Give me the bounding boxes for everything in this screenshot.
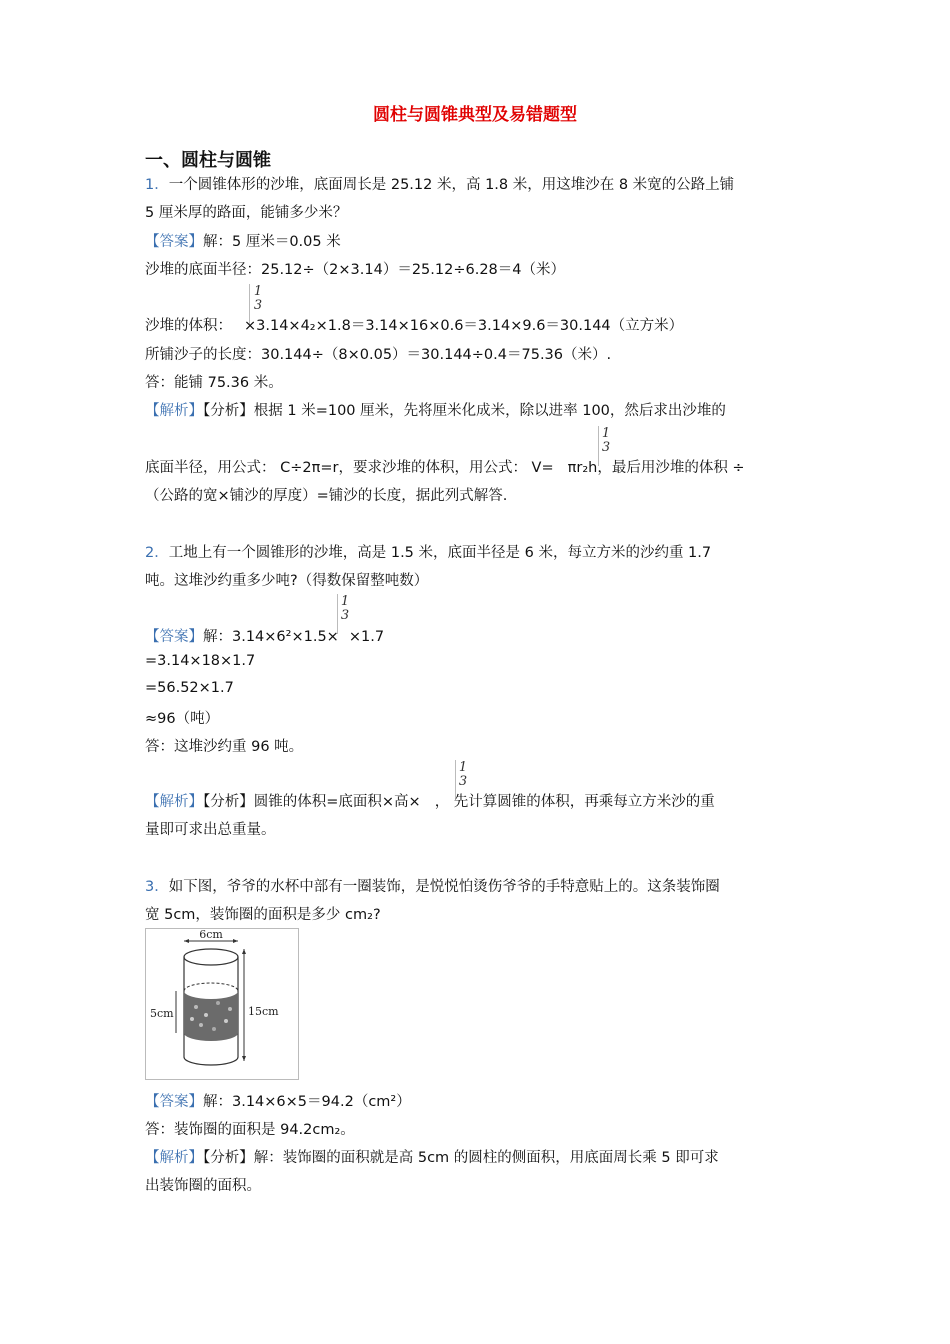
q3-answer-text: 解：3.14×6×5＝94.2（cm²） [203, 1094, 411, 1110]
q1-text: 一个圆锥体形的沙堆，底面周长是 25.12 米，高 1.8 米，用这堆沙在 8 米宽的公路上铺 [168, 177, 735, 193]
fraction-one-third [455, 761, 471, 789]
q2-answer-text: 解：3.14×6²×1.5× [203, 629, 339, 645]
q1-text-line [145, 173, 734, 194]
q1-answer-text: ×3.14×4₂×1.8＝3.14×16×0.6＝3.14×9.6＝30.144（立方米） [244, 318, 684, 334]
q1-answer-line [145, 230, 341, 251]
answer-tag: 【答案】 [145, 629, 203, 645]
q1-text-line: 5 厘米厚的路面，能铺多少米？ [145, 205, 348, 221]
figure-top-label: 6cm [199, 929, 223, 941]
q1-analysis-line [145, 399, 726, 420]
q2-analysis-line: 量即可求出总重量。 [145, 822, 276, 838]
answer-tag: 【答案】 [145, 1094, 203, 1110]
section-heading: 一、圆柱与圆锥 [145, 150, 271, 171]
q2-text-line [145, 541, 711, 562]
fraction-numerator: 1 [340, 594, 350, 609]
fraction-denominator: 3 [458, 774, 468, 789]
q1-answer-line: 沙堆的底面半径：25.12÷（2×3.14）＝25.12÷6.28＝4（米） [145, 262, 565, 278]
q3-number: 3． [145, 879, 169, 895]
fraction-one-third [250, 285, 266, 313]
q1-analysis-line [145, 456, 745, 477]
fraction-one-third [598, 427, 614, 455]
cup-figure [145, 928, 299, 1080]
answer-tag: 【答案】 [145, 234, 203, 250]
q3-text-line [145, 875, 720, 896]
q3-analysis-text: 【分析】解：装饰圈的面积就是高 5cm 的圆柱的侧面积，用底面周长乘 5 即可求 [203, 1150, 719, 1166]
fraction-numerator: 1 [253, 284, 263, 299]
page-title: 圆柱与圆锥典型及易错题型 [373, 105, 577, 125]
q2-answer-text: ×1.7 [348, 629, 385, 645]
q1-answer-line [145, 314, 683, 335]
analysis-tag: 【解析】 [145, 794, 203, 810]
q3-analysis-line [145, 1146, 719, 1167]
q3-answer-line: 答：装饰圈的面积是 94.2cm₂。 [145, 1122, 355, 1138]
q2-number: 2． [145, 545, 169, 561]
q3-analysis-line: 出装饰圈的面积。 [145, 1178, 261, 1194]
q1-answer-line: 答：能铺 75.36 米。 [145, 375, 283, 391]
figure-left-label: 5cm [150, 1007, 174, 1020]
q1-answer-text: 解：5 厘米＝0.05 米 [203, 234, 341, 250]
q3-text: 如下图，爷爷的水杯中部有一圈装饰，是悦悦怕烫伤爷爷的手特意贴上的。这条装饰圈 [168, 879, 720, 895]
q1-analysis-text: πr₂h，最后用沙堆的体积 ÷ [567, 460, 745, 476]
q2-answer-line: 答：这堆沙约重 96 吨。 [145, 739, 304, 755]
q2-analysis-line [145, 790, 715, 811]
q2-answer-line: =56.52×1.7 [145, 680, 234, 696]
q1-answer-text: 沙堆的体积： [145, 318, 232, 334]
fraction-denominator: 3 [601, 440, 611, 455]
cylinder-diagram [146, 929, 298, 1079]
q1-analysis-text: 【分析】根据 1 米=100 厘米，先将厘米化成米，除以进率 100，然后求出沙堆的 [203, 403, 726, 419]
q2-analysis-text: 【分析】圆锥的体积=底面积×高× [203, 794, 421, 810]
q2-answer-line: =3.14×18×1.7 [145, 653, 256, 669]
q3-answer-line [145, 1090, 411, 1111]
q2-answer-line [145, 625, 384, 646]
q2-text-line: 吨。这堆沙约重多少吨?（得数保留整吨数） [145, 573, 429, 589]
fraction-numerator: 1 [458, 760, 468, 775]
figure-right-label: 15cm [248, 1005, 279, 1018]
q1-analysis-text: 底面半径，用公式： C÷2π=r，要求沙堆的体积，用公式： V= [145, 460, 554, 476]
fraction-one-third [337, 595, 353, 623]
analysis-tag: 【解析】 [145, 1150, 203, 1166]
q1-analysis-line: （公路的宽×铺沙的厚度）=铺沙的长度，据此列式解答. [145, 488, 508, 504]
q2-answer-line: ≈96（吨） [145, 711, 220, 727]
fraction-denominator: 3 [340, 608, 350, 623]
fraction-denominator: 3 [253, 298, 263, 313]
q3-text-line: 宽 5cm，装饰圈的面积是多少 cm₂? [145, 907, 381, 923]
fraction-numerator: 1 [601, 426, 611, 441]
q1-answer-line: 所铺沙子的长度：30.144÷（8×0.05）＝30.144÷0.4＝75.36（米）. [145, 347, 612, 363]
q2-text: 工地上有一个圆锥形的沙堆，高是 1.5 米，底面半径是 6 米，每立方米的沙约重 1.7 [168, 545, 712, 561]
q1-number: 1． [145, 177, 169, 193]
analysis-tag: 【解析】 [145, 403, 203, 419]
q2-analysis-text: ， 先计算圆锥的体积，再乘每立方米沙的重 [434, 794, 715, 810]
